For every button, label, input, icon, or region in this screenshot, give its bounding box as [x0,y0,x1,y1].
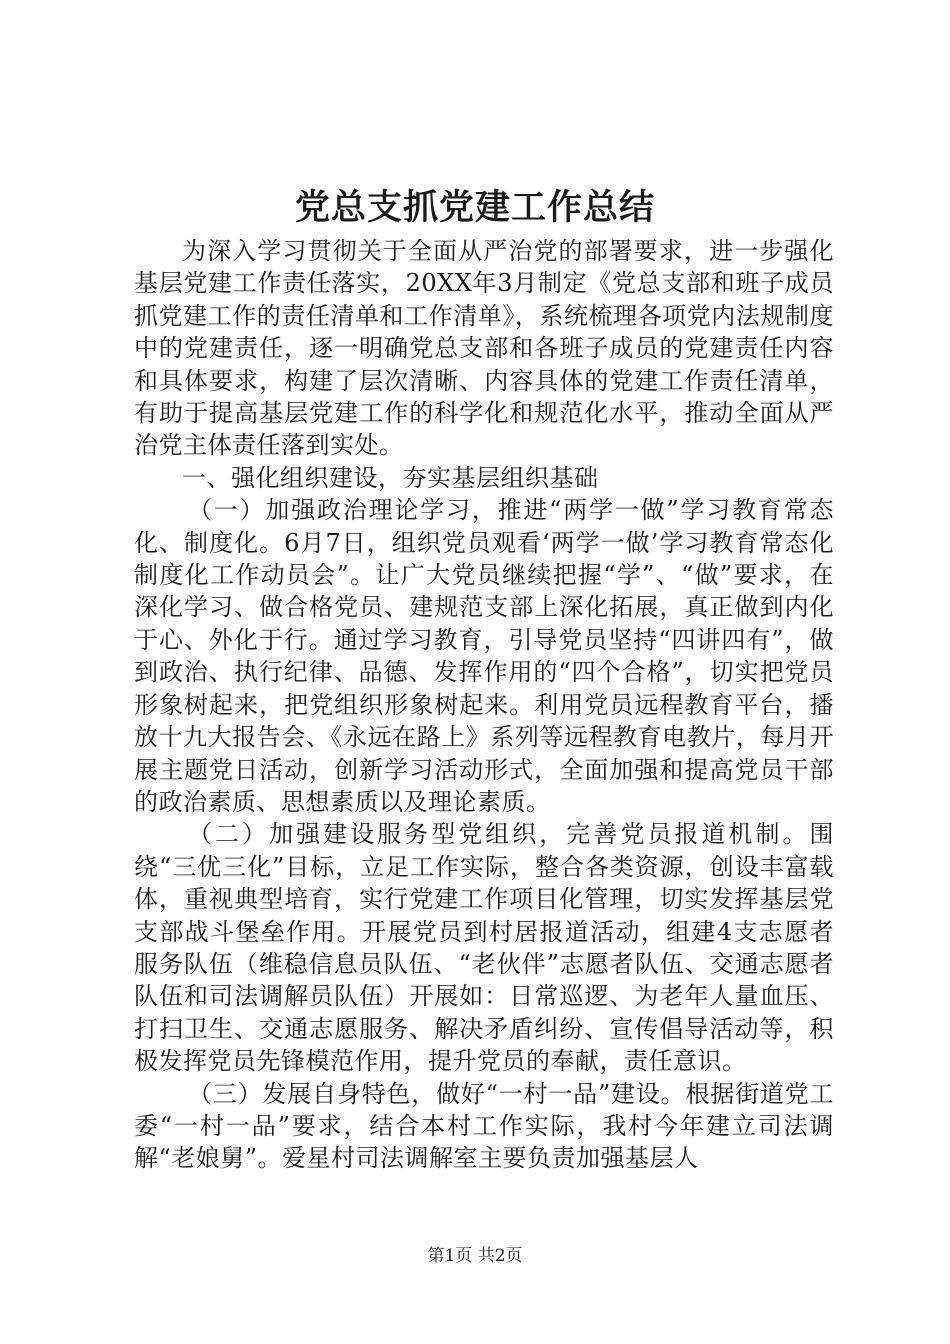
page-number-footer: 第1页 共2页 [427,1246,523,1266]
subsection-paragraph-2: （二）加强建设服务型党组织，完善党员报道机制。围绕“三优三化”目标，立足工作实际，整合各类资源，创设丰富载体，重视典型培育，实行党建工作项目化管理，切实发挥基层党支部战斗堡垒作用。开展党员到村居报道活动，组建4支志愿者服务队伍（维稳信息员队伍、“老伙伴”志愿者队伍、交通志愿者队伍和司法调解员队伍）开展如：日常巡逻、为老年人量血压、打扫卫生、交通志愿服务、解决矛盾纠纷、宣传倡导活动等，积极发挥党员先锋模范作用，提升党员的奉献，责任意识。 [134,820,834,1076]
document-title: 党总支抓党建工作总结 [294,187,655,228]
document-body [134,235,834,1175]
intro-paragraph: 为深入学习贯彻关于全面从严治党的部署要求，进一步强化基层党建工作责任落实，20XX年3月制定《党总支部和班子成员抓党建工作的责任清单和工作清单》，系统梳理各项党内法规制度中的党建责任，逐一明确党总支部和各班子成员的党建责任内容和具体要求，构建了层次清晰、内容具体的党建工作责任清单，有助于提高基层党建工作的科学化和规范化水平，推动全面从严治党主体责任落到实处。 [134,237,834,460]
subsection-paragraph-3: （三）发展自身特色，做好“一村一品”建设。根据街道党工委“一村一品”要求，结合本村工作实际，我村今年建立司法调解“老娘舅”。爱星村司法调解室主要负责加强基层人 [134,1079,834,1173]
section-heading: 一、强化组织建设，夯实基层组织基础 [182,463,599,492]
subsection-paragraph-1: （一）加强政治理论学习，推进“两学一做”学习教育常态化、制度化。6月7日，组织党员观看‘两学一做’学习教育常态化制度化工作动员会”。让广大党员继续把握“学”、“做”要求，在深化学习、做合格党员、建规范支部上深化拓展，真正做到内化于心、外化于行。通过学习教育，引导党员坚持“四讲四有”，做到政治、执行纪律、品德、发挥作用的“四个合格”，切实把党员形象树起来，把党组织形象树起来。利用党员远程教育平台，播放十九大报告会、《永远在路上》系列等远程教育电教片，每月开展主题党日活动，创新学习活动形式，全面加强和提高党员干部的政治素质、思想素质以及理论素质。 [134,496,834,816]
